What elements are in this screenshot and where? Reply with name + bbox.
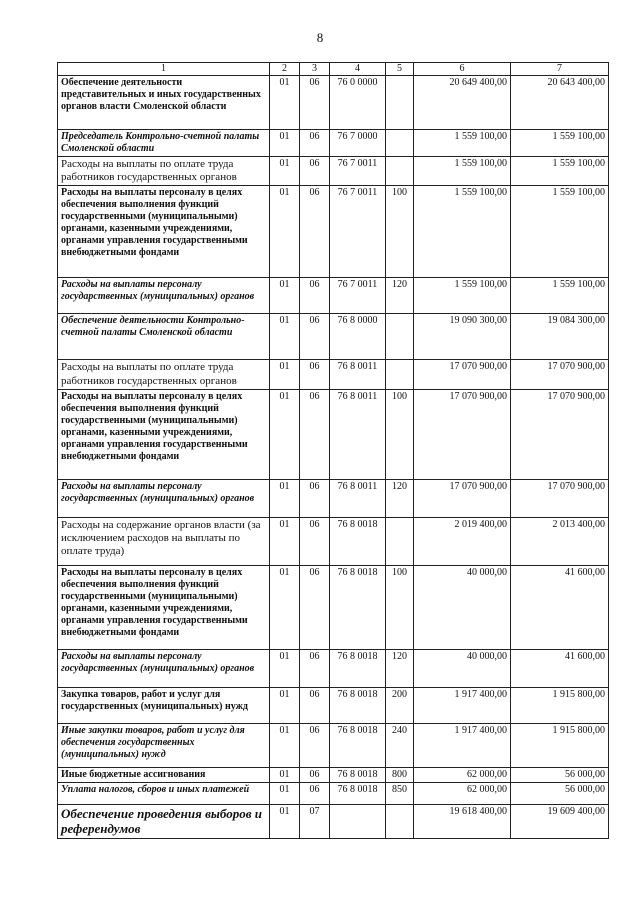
- row-amount-year1: 20 649 400,00: [414, 76, 511, 130]
- row-amount-year2: 2 013 400,00: [511, 517, 609, 565]
- row-section: 01: [270, 130, 300, 157]
- row-subsection: 06: [300, 517, 330, 565]
- row-name: Обеспечение проведения выборов и референдумов: [58, 804, 270, 838]
- row-name: Расходы на выплаты по оплате труда работников государственных органов: [58, 157, 270, 186]
- table-row: [58, 186, 609, 278]
- row-subsection: 06: [300, 649, 330, 687]
- row-amount-year1: 40 000,00: [414, 565, 511, 649]
- row-section: 01: [270, 804, 300, 838]
- row-amount-year2: 1 559 100,00: [511, 278, 609, 314]
- row-amount-year1: 17 070 900,00: [414, 389, 511, 479]
- row-amount-year2: 19 084 300,00: [511, 314, 609, 360]
- row-subsection: 06: [300, 723, 330, 767]
- table-row: [58, 804, 609, 838]
- row-target-article: 76 8 0018: [330, 649, 386, 687]
- table-row: [58, 767, 609, 782]
- row-expense-type: [386, 130, 414, 157]
- header-row: [58, 63, 609, 76]
- row-name: Председатель Контрольно-счетной палаты Смоленской области: [58, 130, 270, 157]
- row-section: 01: [270, 479, 300, 517]
- row-section: 01: [270, 767, 300, 782]
- column-header: 2: [270, 63, 300, 76]
- row-amount-year2: 17 070 900,00: [511, 389, 609, 479]
- table-row: [58, 649, 609, 687]
- row-expense-type: 850: [386, 782, 414, 804]
- row-name: Иные закупки товаров, работ и услуг для обеспечения государственных (муниципальных) нужд: [58, 723, 270, 767]
- row-expense-type: [386, 76, 414, 130]
- column-header: 1: [58, 63, 270, 76]
- row-expense-type: [386, 804, 414, 838]
- row-amount-year2: 41 600,00: [511, 649, 609, 687]
- row-subsection: 06: [300, 767, 330, 782]
- row-amount-year2: 20 643 400,00: [511, 76, 609, 130]
- row-target-article: 76 8 0000: [330, 314, 386, 360]
- table-row: [58, 687, 609, 723]
- row-section: 01: [270, 565, 300, 649]
- row-section: 01: [270, 723, 300, 767]
- column-header: 7: [511, 63, 609, 76]
- table-row: [58, 314, 609, 360]
- row-amount-year2: 19 609 400,00: [511, 804, 609, 838]
- table-row: [58, 157, 609, 186]
- row-amount-year1: 17 070 900,00: [414, 360, 511, 389]
- row-name: Расходы на содержание органов власти (за исключением расходов на выплаты по оплате труда): [58, 517, 270, 565]
- row-expense-type: [386, 517, 414, 565]
- row-expense-type: 800: [386, 767, 414, 782]
- row-name: Расходы на выплаты персоналу государственных (муниципальных) органов: [58, 479, 270, 517]
- row-subsection: 06: [300, 479, 330, 517]
- row-section: 01: [270, 186, 300, 278]
- row-name: Расходы на выплаты персоналу государственных (муниципальных) органов: [58, 278, 270, 314]
- row-expense-type: 200: [386, 687, 414, 723]
- row-expense-type: [386, 360, 414, 389]
- row-target-article: 76 7 0011: [330, 157, 386, 186]
- row-section: 01: [270, 360, 300, 389]
- column-header: 6: [414, 63, 511, 76]
- table-row: [58, 278, 609, 314]
- row-amount-year1: 1 559 100,00: [414, 157, 511, 186]
- row-amount-year1: 1 917 400,00: [414, 723, 511, 767]
- row-subsection: 06: [300, 782, 330, 804]
- page-number: 8: [316, 30, 324, 45]
- table-body: [58, 76, 609, 839]
- row-name: Закупка товаров, работ и услуг для государственных (муниципальных) нужд: [58, 687, 270, 723]
- row-section: 01: [270, 76, 300, 130]
- table-row: [58, 723, 609, 767]
- row-subsection: 06: [300, 360, 330, 389]
- row-amount-year2: 1 559 100,00: [511, 157, 609, 186]
- row-name: Расходы на выплаты персоналу государственных (муниципальных) органов: [58, 649, 270, 687]
- row-subsection: 06: [300, 130, 330, 157]
- row-subsection: 07: [300, 804, 330, 838]
- row-target-article: 76 8 0018: [330, 782, 386, 804]
- column-header: 5: [386, 63, 414, 76]
- table-row: [58, 565, 609, 649]
- table-row: [58, 130, 609, 157]
- table-row: [58, 76, 609, 130]
- column-header: 3: [300, 63, 330, 76]
- table-row: [58, 360, 609, 389]
- row-target-article: [330, 804, 386, 838]
- row-subsection: 06: [300, 278, 330, 314]
- row-expense-type: 120: [386, 649, 414, 687]
- row-target-article: 76 8 0018: [330, 723, 386, 767]
- row-section: 01: [270, 389, 300, 479]
- row-expense-type: 100: [386, 186, 414, 278]
- row-section: 01: [270, 687, 300, 723]
- row-section: 01: [270, 314, 300, 360]
- row-expense-type: 120: [386, 479, 414, 517]
- row-amount-year2: 17 070 900,00: [511, 479, 609, 517]
- row-expense-type: [386, 314, 414, 360]
- row-target-article: 76 8 0018: [330, 517, 386, 565]
- row-subsection: 06: [300, 314, 330, 360]
- row-subsection: 06: [300, 76, 330, 130]
- row-expense-type: 240: [386, 723, 414, 767]
- row-name: Расходы на выплаты персоналу в целях обеспечения выполнения функций государственными (муниципальными) органами, казенными учреждениями, органами управления государственными внебюджетными фондами: [58, 565, 270, 649]
- row-target-article: 76 8 0011: [330, 479, 386, 517]
- row-amount-year1: 17 070 900,00: [414, 479, 511, 517]
- row-target-article: 76 7 0000: [330, 130, 386, 157]
- row-amount-year1: 62 000,00: [414, 782, 511, 804]
- row-amount-year1: 19 618 400,00: [414, 804, 511, 838]
- row-expense-type: [386, 157, 414, 186]
- row-subsection: 06: [300, 157, 330, 186]
- row-subsection: 06: [300, 389, 330, 479]
- row-target-article: 76 0 0000: [330, 76, 386, 130]
- row-target-article: 76 7 0011: [330, 278, 386, 314]
- row-expense-type: 100: [386, 389, 414, 479]
- row-target-article: 76 8 0011: [330, 389, 386, 479]
- table-row: [58, 782, 609, 804]
- table-row: [58, 389, 609, 479]
- row-expense-type: 100: [386, 565, 414, 649]
- row-target-article: 76 8 0018: [330, 687, 386, 723]
- row-expense-type: 120: [386, 278, 414, 314]
- row-amount-year1: 40 000,00: [414, 649, 511, 687]
- row-subsection: 06: [300, 687, 330, 723]
- table-row: [58, 479, 609, 517]
- row-amount-year2: 56 000,00: [511, 767, 609, 782]
- row-section: 01: [270, 157, 300, 186]
- row-subsection: 06: [300, 186, 330, 278]
- row-name: Иные бюджетные ассигнования: [58, 767, 270, 782]
- row-amount-year2: 1 559 100,00: [511, 130, 609, 157]
- budget-table: [57, 62, 609, 839]
- row-name: Расходы на выплаты персоналу в целях обеспечения выполнения функций государственными (муниципальными) органами, казенными учреждениями, органами управления государственными внебюджетными фондами: [58, 389, 270, 479]
- column-header: 4: [330, 63, 386, 76]
- row-amount-year2: 1 915 800,00: [511, 723, 609, 767]
- row-name: Уплата налогов, сборов и иных платежей: [58, 782, 270, 804]
- row-target-article: 76 8 0018: [330, 767, 386, 782]
- row-name: Обеспечение деятельности представительных и иных государственных органов власти Смоленской области: [58, 76, 270, 130]
- row-name: Расходы на выплаты персоналу в целях обеспечения выполнения функций государственными (муниципальными) органами, казенными учреждениями, органами управления государственными внебюджетными фондами: [58, 186, 270, 278]
- row-amount-year1: 2 019 400,00: [414, 517, 511, 565]
- row-section: 01: [270, 649, 300, 687]
- row-amount-year2: 41 600,00: [511, 565, 609, 649]
- row-amount-year2: 17 070 900,00: [511, 360, 609, 389]
- row-amount-year1: 1 559 100,00: [414, 130, 511, 157]
- row-target-article: 76 8 0011: [330, 360, 386, 389]
- row-section: 01: [270, 517, 300, 565]
- row-section: 01: [270, 782, 300, 804]
- row-amount-year1: 1 559 100,00: [414, 278, 511, 314]
- row-amount-year2: 56 000,00: [511, 782, 609, 804]
- row-amount-year1: 1 917 400,00: [414, 687, 511, 723]
- row-amount-year1: 19 090 300,00: [414, 314, 511, 360]
- table-row: [58, 517, 609, 565]
- row-target-article: 76 7 0011: [330, 186, 386, 278]
- row-amount-year2: 1 559 100,00: [511, 186, 609, 278]
- row-subsection: 06: [300, 565, 330, 649]
- row-section: 01: [270, 278, 300, 314]
- row-name: Расходы на выплаты по оплате труда работников государственных органов: [58, 360, 270, 389]
- row-name: Обеспечение деятельности Контрольно-счетной палаты Смоленской области: [58, 314, 270, 360]
- row-amount-year1: 62 000,00: [414, 767, 511, 782]
- row-amount-year1: 1 559 100,00: [414, 186, 511, 278]
- row-amount-year2: 1 915 800,00: [511, 687, 609, 723]
- row-target-article: 76 8 0018: [330, 565, 386, 649]
